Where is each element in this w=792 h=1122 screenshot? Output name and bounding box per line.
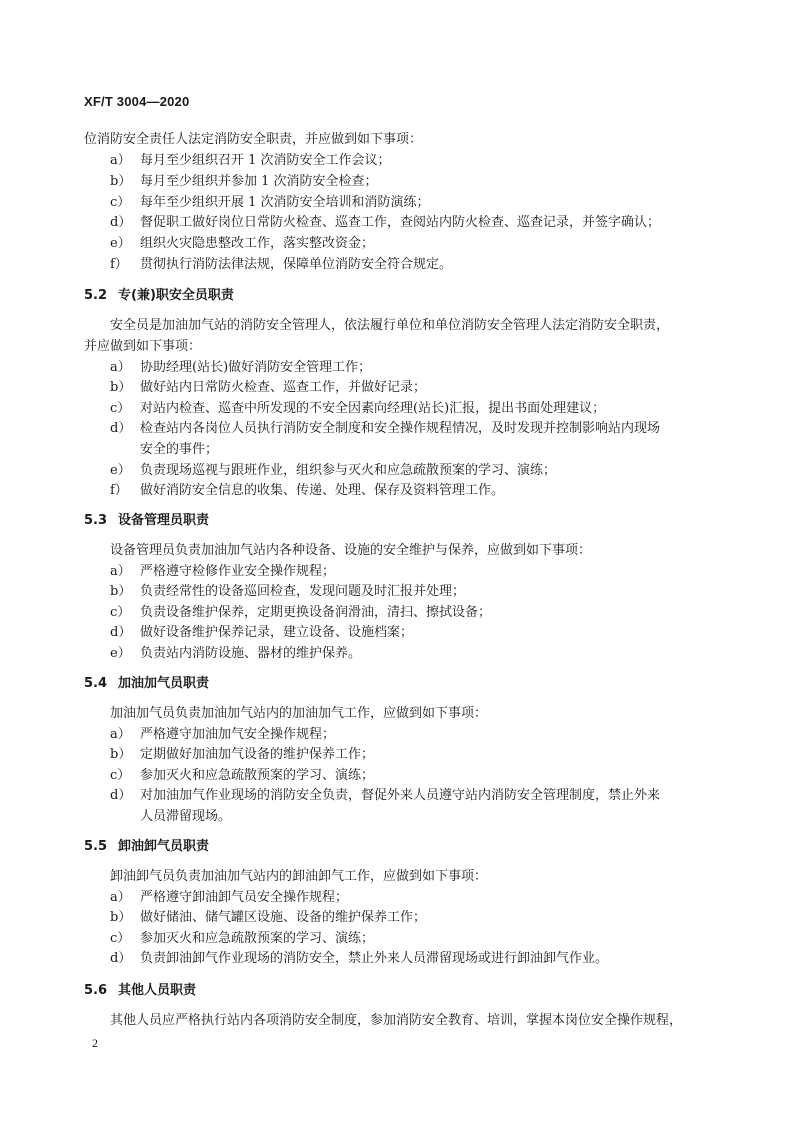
list-item — [110, 603, 491, 623]
list-item-text: 负责经常性的设备巡回检查，发现问题及时汇报并处理； — [140, 584, 466, 599]
list-item-label: b） — [110, 380, 132, 395]
list-item-text: 做好站内日常防火检查、巡查工作，并做好记录； — [140, 380, 427, 395]
list-item-text: 检查站内各岗位人员执行消防安全制度和安全操作规程情况，及时发现并控制影响站内现场 — [140, 421, 661, 436]
list-item-label: c） — [110, 401, 131, 416]
list-item-text: 每月至少组织并参加 1 次消防安全检查； — [140, 174, 378, 189]
section-heading — [84, 981, 196, 1001]
section-number: 5.2 — [84, 288, 108, 303]
list-item-label: f） — [110, 257, 128, 272]
list-item — [110, 725, 335, 745]
list-item — [110, 358, 371, 378]
list-item-label: c） — [110, 768, 131, 783]
list-item — [110, 766, 374, 786]
list-item — [110, 481, 504, 501]
list-item — [110, 172, 378, 192]
list-item-text: 定期做好加油加气设备的维护保养工作； — [140, 747, 375, 762]
list-item-text-continuation: 安全的事件； — [140, 442, 219, 457]
list-item-text: 严格遵守检修作业安全操作规程； — [140, 564, 336, 579]
list-item-label: b） — [110, 910, 132, 925]
list-item-text: 严格遵守卸油卸气员安全操作规程； — [140, 890, 349, 905]
list-item-label: c） — [110, 931, 131, 946]
section-title: 加油加气员职责 — [118, 676, 210, 691]
section-intro: 卸油卸气员负责加油加气站内的卸油卸气工作，应做到如下事项： — [110, 869, 488, 884]
list-item-text: 对加油加气作业现场的消防安全负责，督促外来人员遵守站内消防安全管理制度，禁止外来 — [140, 788, 661, 803]
list-item-label: a） — [110, 153, 131, 168]
list-item-label: a） — [110, 360, 131, 375]
list-item-text: 督促职工做好岗位日常防火检查、巡查工作，查阅站内防火检查、巡查记录，并签字确认； — [140, 215, 661, 230]
list-item-text: 对站内检查、巡查中所发现的不安全因素向经理(站长)汇报，提出书面处理建议； — [140, 401, 606, 416]
standard-code-header: XF/T 3004—2020 — [84, 94, 190, 109]
list-item — [110, 786, 660, 806]
list-item — [110, 255, 452, 275]
list-item-label: d） — [110, 951, 132, 966]
list-item — [110, 213, 660, 233]
list-item — [110, 399, 605, 419]
list-item-label: a） — [110, 890, 131, 905]
section-title: 设备管理员职责 — [118, 513, 210, 528]
list-item — [110, 949, 608, 969]
page-number: 2 — [92, 1036, 98, 1050]
list-item-text: 每月至少组织召开 1 次消防安全工作会议； — [140, 153, 391, 168]
list-item-text: 负责卸油卸气作业现场的消防安全，禁止外来人员滞留现场或进行卸油卸气作业。 — [140, 951, 609, 966]
list-item — [110, 378, 426, 398]
list-item-label: c） — [110, 195, 131, 210]
section-heading — [84, 674, 209, 694]
list-item-text: 做好设备维护保养记录，建立设备、设施档案； — [140, 625, 414, 640]
list-item-label: c） — [110, 605, 131, 620]
list-item — [110, 151, 391, 171]
list-item-label: d） — [110, 421, 132, 436]
section-number: 5.4 — [84, 676, 108, 691]
list-item-text-continuation: 人员滞留现场。 — [140, 809, 232, 824]
list-item-text: 负责站内消防设施、器材的维护保养。 — [140, 646, 362, 661]
list-item-label: e） — [110, 236, 131, 251]
list-item-label: b） — [110, 747, 132, 762]
list-item-text: 负责现场巡视与跟班作业，组织参与灭火和应急疏散预案的学习、演练； — [140, 463, 557, 478]
list-item-label: b） — [110, 584, 132, 599]
list-item — [110, 419, 660, 439]
list-item-label: a） — [110, 564, 131, 579]
section-intro-continuation: 并应做到如下事项： — [84, 339, 202, 354]
list-item-text: 做好储油、储气罐区设施、设备的维护保养工作； — [140, 910, 427, 925]
list-item-text: 参加灭火和应急疏散预案的学习、演练； — [140, 931, 375, 946]
list-item-label: e） — [110, 646, 131, 661]
section-heading — [84, 286, 234, 306]
list-item — [110, 562, 335, 582]
section-intro: 设备管理员负责加油加气站内各种设备、设施的安全维护与保养，应做到如下事项： — [110, 543, 592, 558]
list-item-label: d） — [110, 625, 132, 640]
list-item-label: a） — [110, 727, 131, 742]
section-number: 5.3 — [84, 513, 108, 528]
section-intro: 安全员是加油加气站的消防安全管理人，依法履行单位和单位消防安全管理人法定消防安全职责， — [110, 318, 670, 333]
list-item-text: 负责设备维护保养，定期更换设备润滑油，清扫、擦拭设备； — [140, 605, 492, 620]
list-item — [110, 745, 374, 765]
list-item-label: d） — [110, 788, 132, 803]
list-item — [110, 888, 348, 908]
list-item — [110, 234, 374, 254]
list-item — [110, 461, 556, 481]
section-heading — [84, 837, 209, 857]
section-intro: 其他人员应严格执行站内各项消防安全制度，参加消防安全教育、培训，掌握本岗位安全操作规程， — [110, 1013, 683, 1028]
list-item-label: b） — [110, 174, 132, 189]
section-intro: 加油加气员负责加油加气站内的加油加气工作，应做到如下事项： — [110, 706, 488, 721]
list-item — [110, 929, 374, 949]
list-item — [110, 623, 413, 643]
list-item — [110, 644, 361, 664]
list-item-text: 严格遵守加油加气安全操作规程； — [140, 727, 336, 742]
list-item-text: 做好消防安全信息的收集、传递、处理、保存及资料管理工作。 — [140, 483, 505, 498]
list-item — [110, 193, 430, 213]
list-item — [110, 582, 465, 602]
section-number: 5.6 — [84, 983, 108, 998]
list-item-text: 贯彻执行消防法律法规，保障单位消防安全符合规定。 — [140, 257, 453, 272]
paragraph-continuation: 位消防安全责任人法定消防安全职责，并应做到如下事项： — [84, 132, 423, 147]
list-item-text: 协助经理(站长)做好消防安全管理工作； — [140, 360, 372, 375]
list-item-label: f） — [110, 483, 128, 498]
list-item-label: e） — [110, 463, 131, 478]
list-item-text: 每年至少组织开展 1 次消防安全培训和消防演练； — [140, 195, 430, 210]
section-title: 专(兼)职安全员职责 — [118, 288, 234, 303]
section-number: 5.5 — [84, 839, 108, 854]
section-heading — [84, 511, 209, 531]
section-title: 其他人员职责 — [118, 983, 197, 998]
list-item-label: d） — [110, 215, 132, 230]
list-item-text: 参加灭火和应急疏散预案的学习、演练； — [140, 768, 375, 783]
section-title: 卸油卸气员职责 — [118, 839, 210, 854]
list-item-text: 组织火灾隐患整改工作，落实整改资金； — [140, 236, 375, 251]
list-item — [110, 908, 426, 928]
